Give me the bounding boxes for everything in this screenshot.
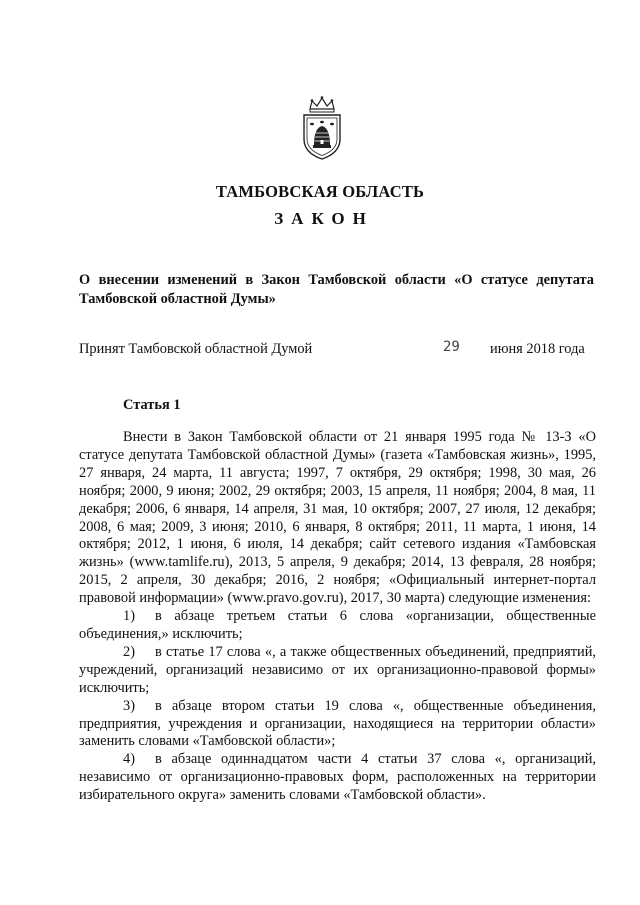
list-item-text: в абзаце втором статьи 19 слова «, общественные объединения, предприятия, учреждения и организации, находящиеся на территории области» заменить словами «Тамбовской области»; <box>79 697 596 750</box>
adopted-label: Принят Тамбовской областной Думой <box>79 341 313 357</box>
law-title: О внесении изменений в Закон Тамбовской области «О статусе депутата Тамбовской областной Думы» <box>79 272 594 307</box>
list-item-text: в абзаце одиннадцатом части 4 статьи 37 слова «, организаций, независимо от организационно-правовых форм, расположенных на территории избирательного округа» заменить словами «Тамбовской области». <box>79 751 596 804</box>
article-intro: Внести в Закон Тамбовской области от 21 января 1995 года № 13-З «О статусе депутата Тамбовской областной Думы» (газета «Тамбовская жизнь», 1995, 27 января, 24 марта, 11 августа; 1997, 7 октября, 29 октября; 1998, 30 мая, 26 ноября; 2000, 9 июня; 2002, 29 октября; 2003, 15 апреля, 11 ноября; 2004, 8 мая, 11 декабря; 2006, 6 января, 14 апреля, 31 мая, 10 октября; 2007, 27 июля, 12 декабря; 2008, 6 мая; 2009, 3 июня; 2010, 6 января, 8 октября; 2011, 11 марта, 1 июня, 14 октября; 2012, 1 июня, 6 июля, 14 декабря; сайт сетевого издания «Тамбовская жизнь» (www.tamlife.ru), 2013, 5 апреля, 9 декабря; 2014, 13 февраля, 28 ноября; 2015, 2 апреля, 30 декабря; 2016, 2 ноября; «Официальный интернет-портал правовой информации» (www.pravo.gov.ru), 2017, 30 марта) следующие изменения: <box>79 429 596 607</box>
list-item-text: в абзаце третьем статьи 6 слова «организации, общественные объединения,» исключить; <box>79 608 596 642</box>
document-type: ЗАКОН <box>274 209 374 228</box>
region-name: ТАМБОВСКАЯ ОБЛАСТЬ <box>215 182 425 201</box>
article-body <box>79 429 596 805</box>
list-item-number: 2) <box>123 643 135 660</box>
article-heading: Статья 1 <box>123 397 181 413</box>
list-item <box>79 751 596 805</box>
list-item-number: 3) <box>123 697 135 714</box>
list-item-number: 1) <box>123 608 135 625</box>
list-item <box>79 608 596 644</box>
adopted-day: 29 <box>443 339 460 355</box>
list-item-number: 4) <box>123 751 135 768</box>
list-item <box>79 644 596 698</box>
tambov-coat-of-arms-icon <box>300 95 344 161</box>
adopted-month-year: июня 2018 года <box>490 341 585 357</box>
list-item-text: в статье 17 слова «, а также общественных объединений, предприятий, учреждений, организаций независимо от их организационно-правовой формы» исключить; <box>79 643 596 696</box>
list-item <box>79 698 596 752</box>
